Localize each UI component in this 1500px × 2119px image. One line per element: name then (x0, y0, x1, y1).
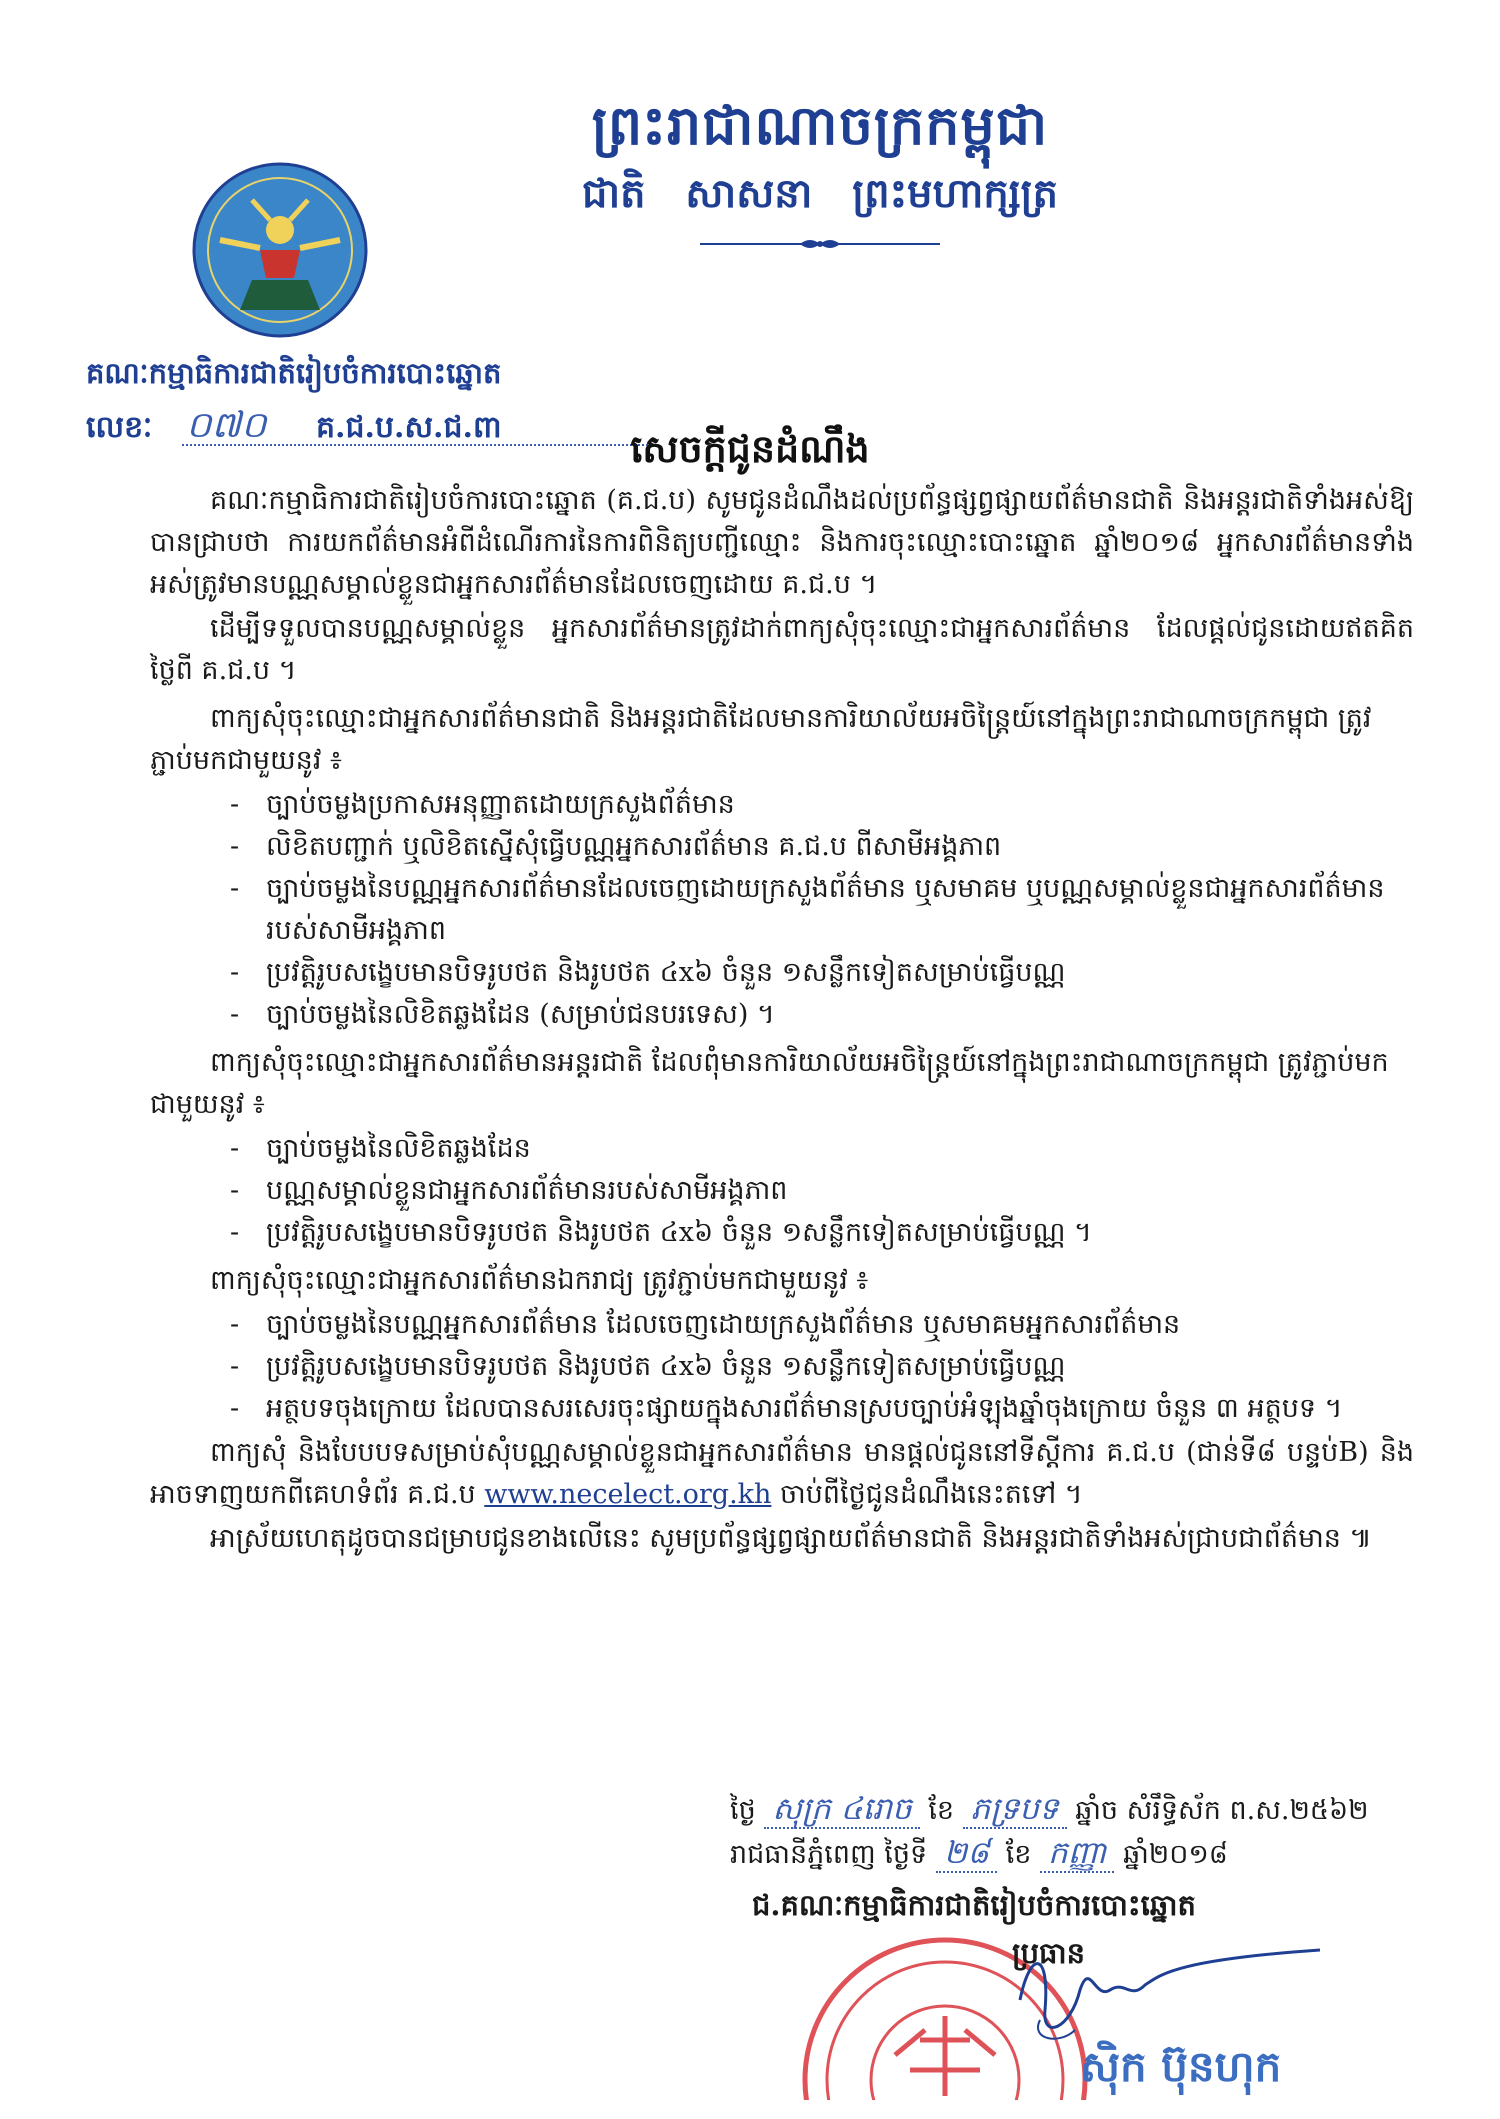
list-foreign-press (150, 1128, 1414, 1254)
reference-code: គ.ជ.ប.ស.ជ.ពា (316, 410, 502, 445)
day-handwritten: ២៨ (936, 1835, 997, 1873)
ornament-divider (700, 236, 940, 252)
month-prefix: ខែ (1005, 1839, 1032, 1870)
lunar-day-handwritten: សុក្រ ៤រោច (764, 1791, 919, 1829)
paragraph-application: ដើម្បីទទួលបានបណ្ណសម្គាល់ខ្លួន អ្នកសារព័ត៌មានត្រូវដាក់ពាក្យសុំចុះឈ្មោះជាអ្នកសារព័ត៌មាន ដែលផ្តល់ជូនដោយឥតគិតថ្លៃពី គ.ជ.ប ។ (150, 613, 1414, 686)
list-independent-press (150, 1304, 1414, 1430)
document-title: សេចក្តីជូនដំណឹង (630, 426, 870, 471)
forms-location-tail: ចាប់ពីថ្ងៃជូនដំណឹងនេះតទៅ ។ (780, 1479, 1083, 1510)
gregorian-date-line (730, 1834, 1228, 1879)
group-heading-independent-press: ពាក្យសុំចុះឈ្មោះជាអ្នកសារព័ត៌មានឯករាជ្យ ត្រូវភ្ជាប់មកជាមួយនូវ ៖ (210, 1265, 869, 1296)
reference-label: លេខៈ (86, 410, 153, 445)
list-item: - ប្រវត្តិរូបសង្ខេបមានបិទរូបថត និងរូបថត ៤x៦ ចំនួន ១សន្លឹកទៀតសម្រាប់ធ្វើបណ្ណ (230, 952, 1414, 994)
group-heading-resident-press: ពាក្យសុំចុះឈ្មោះជាអ្នកសារព័ត៌មានជាតិ និងអន្តរជាតិដែលមានការិយាល័យអចិន្ត្រៃយ៍នៅក្នុងព្រះរាជាណាចក្រកម្ពុជា ត្រូវភ្ជាប់មកជាមួយនូវ ៖ (150, 703, 1372, 776)
place-prefix: រាជធានីភ្នំពេញ ថ្ងៃទី (730, 1839, 928, 1870)
list-resident-press (150, 784, 1414, 1036)
list-item: - ច្បាប់ចម្លងនៃបណ្ណអ្នកសារព័ត៌មានដែលចេញដោយក្រសួងព័ត៌មាន ឬសមាគម ឬបណ្ណសម្គាល់ខ្លួនជាអ្នកសារព័ត៌មានរបស់សាមីអង្គភាព (230, 868, 1414, 952)
list-item: - ប្រវត្តិរូបសង្ខេបមានបិទរូបថត និងរូបថត ៤x៦ ចំនួន ១សន្លឹកទៀតសម្រាប់ធ្វើបណ្ណ ។ (230, 1212, 1414, 1254)
lunar-month-prefix: ខែ (928, 1795, 955, 1826)
list-item: - បណ្ណសម្គាល់ខ្លួនជាអ្នកសារព័ត៌មានរបស់សាមីអង្គភាព (230, 1170, 1414, 1212)
list-item: - ច្បាប់ចម្លងនៃបណ្ណអ្នកសារព័ត៌មាន ដែលចេញដោយក្រសួងព័ត៌មាន ឬសមាគមអ្នកសារព័ត៌មាន (230, 1304, 1414, 1346)
nec-emblem-logo (190, 160, 370, 340)
group-heading-foreign-press: ពាក្យសុំចុះឈ្មោះជាអ្នកសារព័ត៌មានអន្តរជាតិ ដែលពុំមានការិយាល័យអចិន្ត្រៃយ៍នៅក្នុងព្រះរាជាណាចក្រកម្ពុជា ត្រូវភ្ជាប់មកជាមួយនូវ ៖ (150, 1047, 1389, 1120)
handwritten-signature (1000, 1930, 1340, 2050)
document-body (150, 480, 1414, 1562)
list-item: - ច្បាប់ចម្លងនៃលិខិតឆ្លងដែន (សម្រាប់ជនបរទេស) ។ (230, 994, 1414, 1036)
committee-name: គណៈកម្មាធិការជាតិរៀបចំការបោះឆ្នោត (86, 356, 502, 390)
reference-number: ០៧០ (186, 405, 267, 446)
lunar-day-prefix: ថ្ងៃ (730, 1795, 756, 1826)
list-item: - ច្បាប់ចម្លងនៃលិខិតឆ្លងដែន (230, 1128, 1414, 1170)
year: ឆ្នាំ២០១៨ (1123, 1839, 1228, 1870)
kingdom-heading: ព្រះរាជាណាចក្រកម្ពុជា (591, 93, 1049, 157)
list-item: - ច្បាប់ចម្លងប្រកាសអនុញ្ញាតដោយក្រសួងព័ត៌មាន (230, 784, 1414, 826)
signatory-name: ស៊ិក ប៊ុនហុក (1080, 2042, 1282, 2091)
national-motto: ជាតិ សាសនា ព្រះមហាក្សត្រ (582, 170, 1058, 217)
signatory-role: ប្រធាន (1012, 1936, 1086, 1970)
paragraph-forms-location (150, 1432, 1414, 1516)
forms-location-text: ពាក្យសុំ និងបែបបទសម្រាប់សុំបណ្ណសម្គាល់ខ្លួនជាអ្នកសារព័ត៌មាន មានផ្តល់ជូននៅទីស្តីការ គ.ជ.ប (ជាន់ទី៨ បន្ទប់B) និងអាចទាញយកពីគេហទំព័រ គ.ជ.ប (150, 1437, 1414, 1510)
lunar-year: ឆ្នាំច សំរឹទ្ធិស័ក ព.ស.២៥៦២ (1075, 1795, 1369, 1826)
list-item: - លិខិតបញ្ជាក់ ឬលិខិតស្នើសុំធ្វើបណ្ណអ្នកសារព័ត៌មាន គ.ជ.ប ពីសាមីអង្គភាព (230, 826, 1414, 868)
list-item: - អត្ថបទចុងក្រោយ ដែលបានសរសេរចុះផ្សាយក្នុងសារព័ត៌មានស្របច្បាប់អំឡុងឆ្នាំចុងក្រោយ ចំនួន ៣ អត្ថបទ ។ (230, 1388, 1414, 1430)
paragraph-intro: គណៈកម្មាធិការជាតិរៀបចំការបោះឆ្នោត (គ.ជ.ប) សូមជូនដំណឹងដល់ប្រព័ន្ធផ្សព្វផ្សាយព័ត៌មានជាតិ និងអន្តរជាតិទាំងអស់ឱ្យបានជ្រាបថា ការយកព័ត៌មានអំពីដំណើរការនៃការពិនិត្យបញ្ជីឈ្មោះ និងការចុះឈ្មោះបោះឆ្នោត ឆ្នាំ២០១៨ អ្នកសារព័ត៌មានទាំងអស់ត្រូវមានបណ្ណសម្គាល់ខ្លួនជាអ្នកសារព័ត៌មានដែលចេញដោយ គ.ជ.ប ។ (150, 485, 1414, 600)
lunar-date-line (730, 1790, 1369, 1835)
month-handwritten: កញ្ញា (1040, 1835, 1114, 1873)
lunar-month-handwritten: ភទ្របទ (963, 1791, 1067, 1829)
website-link[interactable]: www.necelect.org.kh (484, 1479, 772, 1510)
list-item: - ប្រវត្តិរូបសង្ខេបមានបិទរូបថត និងរូបថត ៤x៦ ចំនួន ១សន្លឹកទៀតសម្រាប់ធ្វើបណ្ណ (230, 1346, 1414, 1388)
signatory-organization: ជ.គណៈកម្មាធិការជាតិរៀបចំការបោះឆ្នោត (752, 1888, 1196, 1922)
paragraph-closing: អាស្រ័យហេតុដូចបានជម្រាបជូនខាងលើនេះ សូមប្រព័ន្ធផ្សព្វផ្សាយព័ត៌មានជាតិ និងអន្តរជាតិទាំងអស់ជ្រាបជាព័ត៌មាន ៕ (210, 1523, 1372, 1554)
